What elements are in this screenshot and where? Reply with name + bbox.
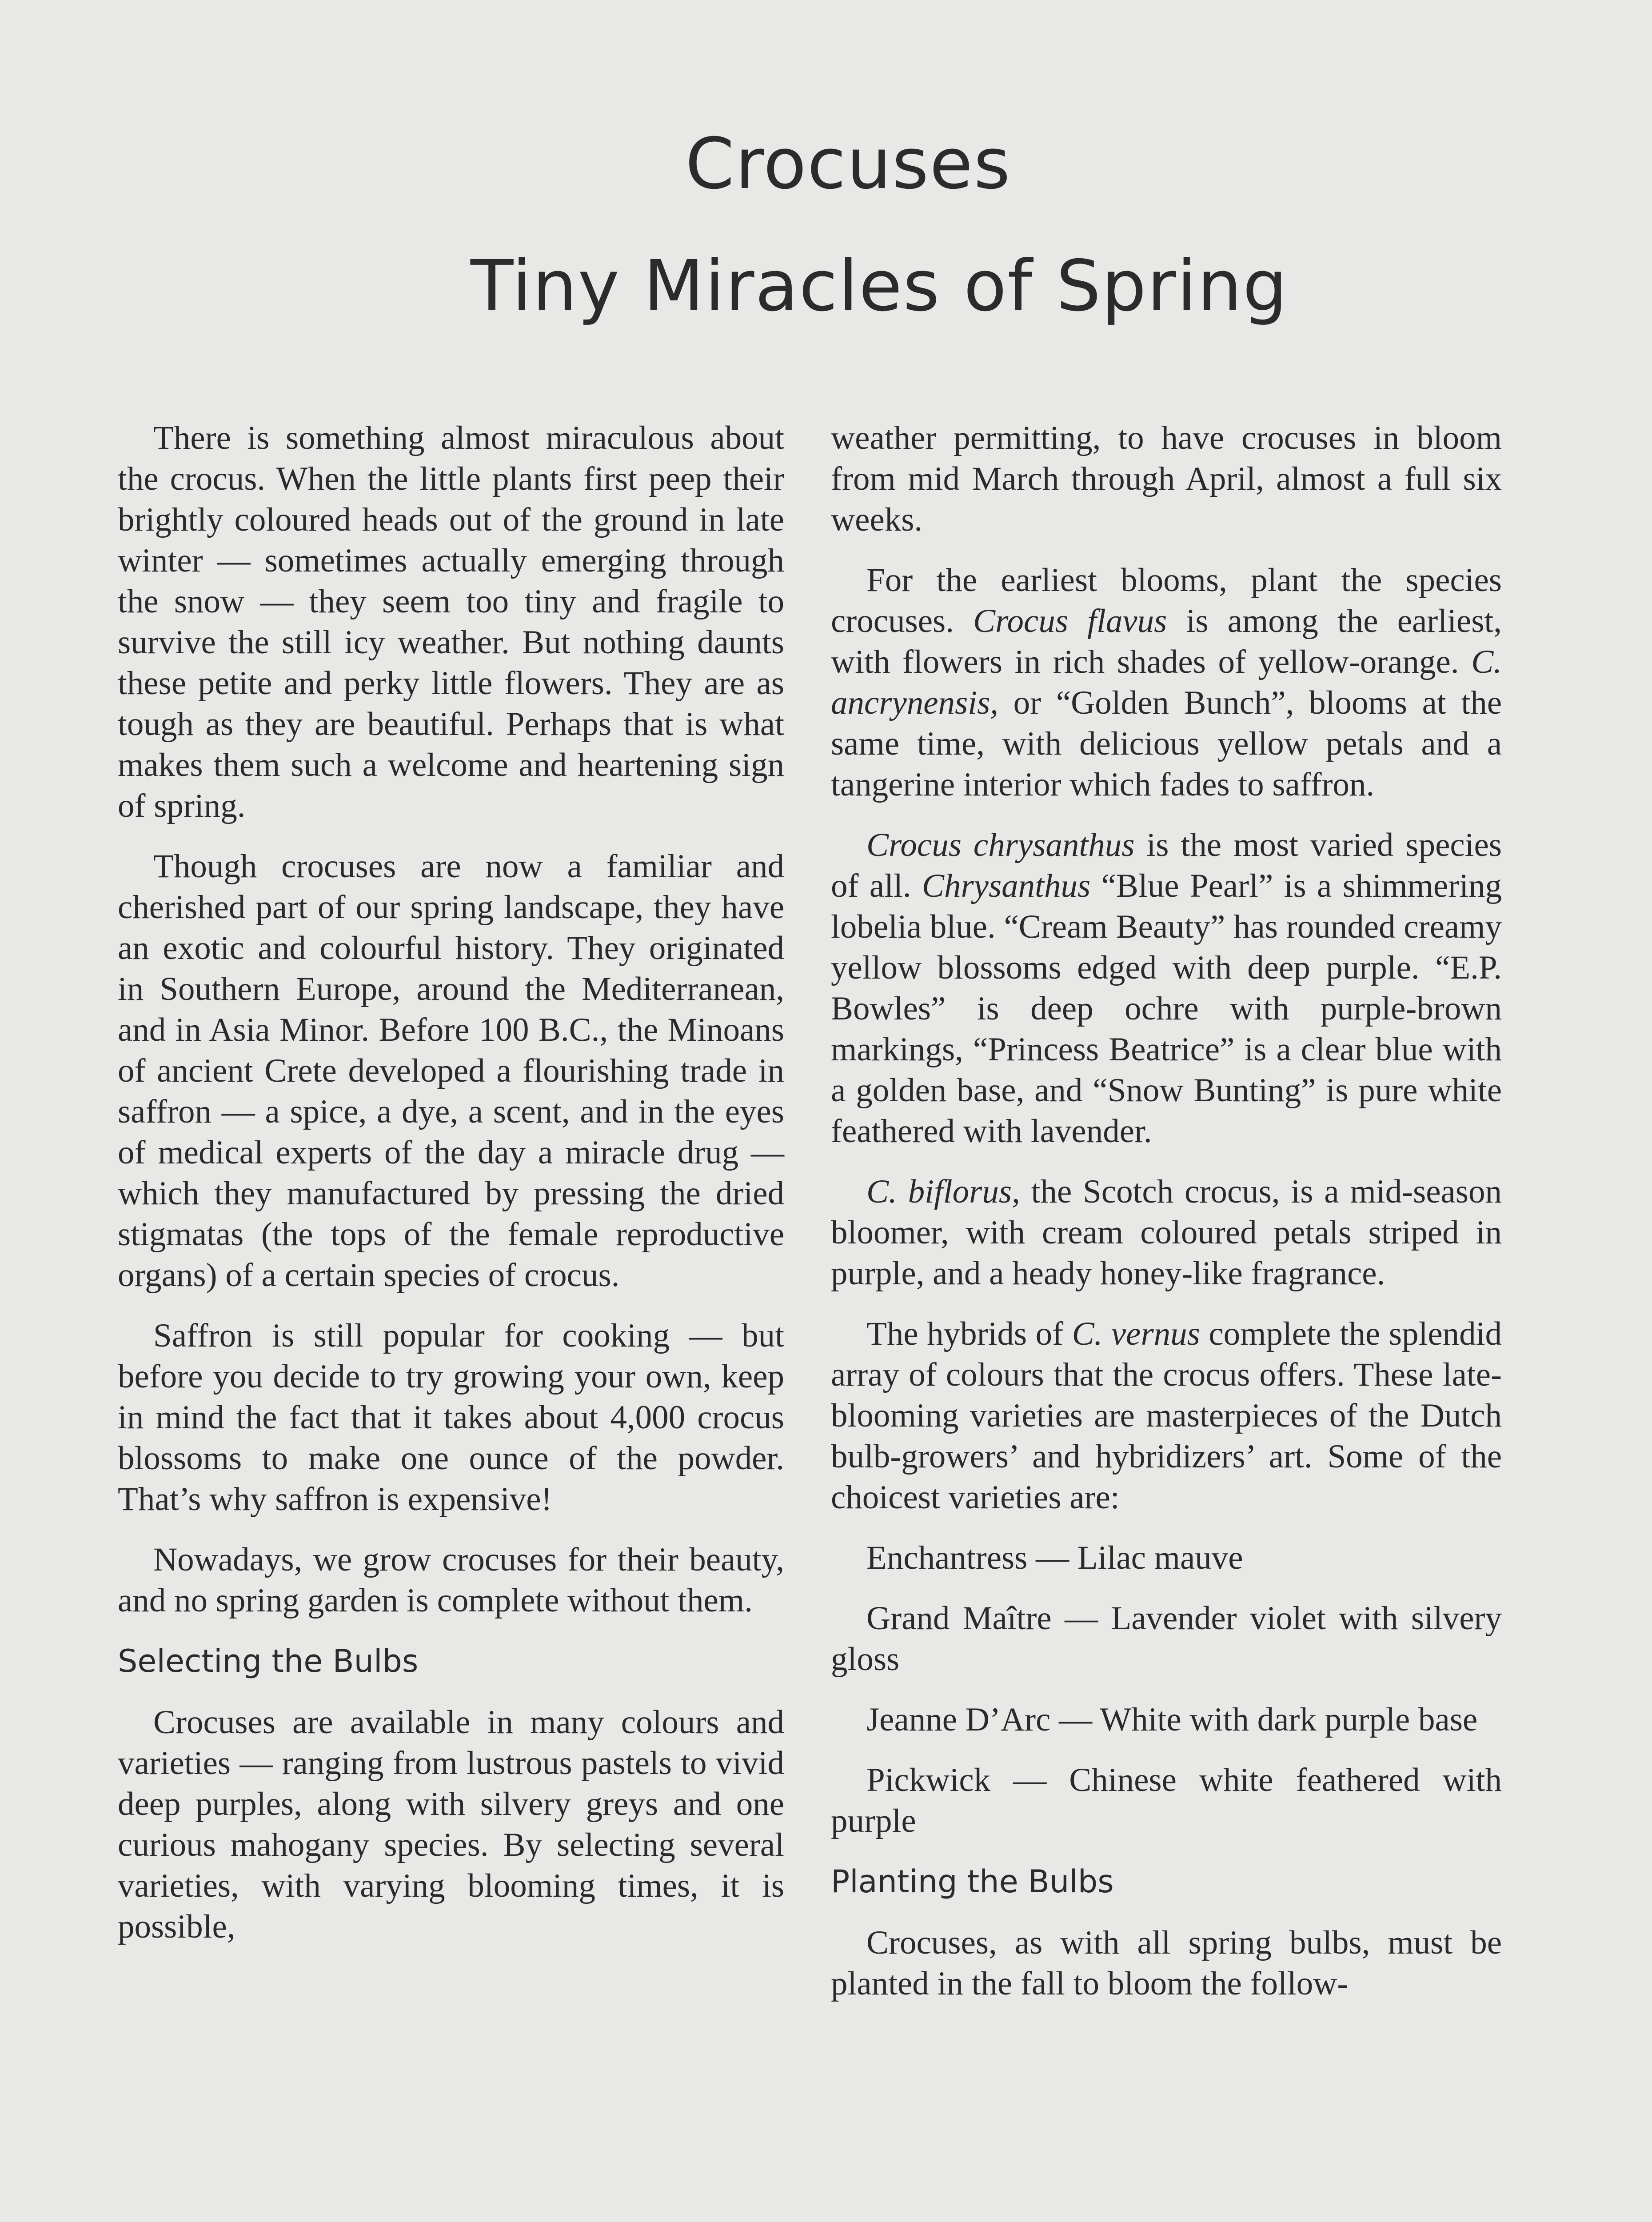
text-run: is the most varied species of all. — [831, 827, 1502, 904]
paragraph-planting: Crocuses, as with all spring bulbs, must be planted in the fall to bloom the follow- — [831, 1924, 1502, 2002]
left-column — [118, 418, 784, 1967]
species-name: Crocus flavus — [973, 603, 1167, 639]
section-heading-planting: Planting the Bulbs — [831, 1863, 1114, 1900]
text-run: is among the earliest, with flowers in rich shades of yellow-orange. — [831, 603, 1502, 680]
text-run: The hybrids of — [866, 1315, 1072, 1352]
variety-item: Grand Maître — Lavender violet with silvery gloss — [831, 1600, 1502, 1678]
paragraph-nowadays: Nowadays, we grow crocuses for their beauty, and no spring garden is complete without them. — [118, 1541, 784, 1619]
paragraph-history: Though crocuses are now a familiar and cherished part of our spring landscape, they have an exotic and colourful history. They originated in Southern Europe, around the Mediterranean, and in Asia Minor. Before 100 B.C., the Minoans of ancient Crete developed a flourishing trade in saffron — a spice, a dye, a scent, and in the eyes of medical experts of the day a miracle drug — which they manufactured by pressing the dried stigmatas (the tops of the female reproductive organs) of a certain species of crocus. — [118, 848, 784, 1294]
species-name: Chrysanthus — [922, 867, 1091, 904]
paragraph-hybrids — [831, 1314, 1502, 1518]
species-name: C. vernus — [1072, 1315, 1200, 1352]
variety-item: Pickwick — Chinese white feathered with purple — [831, 1762, 1502, 1839]
species-name: C. ancrynensis, — [831, 643, 1502, 721]
species-name: Crocus chrysanthus — [866, 827, 1135, 863]
text-run: the Scotch crocus, is a mid-season bloomer, with cream coloured petals striped in purple, and a heady honey-like fragrance. — [831, 1173, 1502, 1292]
text-run: or “Golden Bunch”, blooms at the same time, with delicious yellow petals and a tangerine interior which fades to saffron. — [831, 684, 1502, 803]
article-subtitle: Tiny Miracles of Spring — [470, 245, 1289, 327]
variety-item: Jeanne D’Arc — White with dark purple base — [866, 1701, 1478, 1738]
species-name: C. biflorus, — [866, 1173, 1020, 1210]
paragraph-varieties: Crocuses are available in many colours and varieties — ranging from lustrous pastels to vivid deep purples, along with silvery greys and one curious mahogany species. By selecting several varieties, with varying blooming times, it is possible, — [118, 1704, 784, 1945]
paragraph-continued: weather permitting, to have crocuses in bloom from mid March through April, almost a full six weeks. — [831, 420, 1502, 538]
paragraph-intro: There is something almost miraculous about the crocus. When the little plants first peep their brightly coloured heads out of the ground in late winter — sometimes actually emerging through the snow — they seem too tiny and fragile to survive the still icy weather. But nothing daunts these petite and perky little flowers. They are as tough as they are beautiful. Perhaps that is what makes them such a welcome and heartening sign of spring. — [118, 420, 784, 824]
text-run: “Blue Pearl” is a shimmering lobelia blue. “Cream Beauty” has rounded creamy yellow blossoms edged with deep purple. “E.P. Bowles” is deep ochre with purple-brown markings, “Princess Beatrice” is a clear blue with a golden base, and “Snow Bunting” is pure white feathered with lavender. — [831, 867, 1502, 1150]
section-heading-selecting: Selecting the Bulbs — [118, 1643, 419, 1679]
text-run: For the earliest blooms, plant the species crocuses. — [831, 562, 1502, 639]
article-title: Crocuses — [685, 123, 1011, 205]
paragraph-chrysanthus — [831, 825, 1502, 1152]
right-column — [831, 418, 1502, 2024]
paragraph-species — [831, 560, 1502, 805]
paragraph-biflorus — [831, 1171, 1502, 1294]
paragraph-saffron: Saffron is still popular for cooking — but before you decide to try growing your own, keep in mind the fact that it takes about 4,000 crocus blossoms to make one ounce of the powder. That’s why saffron is expensive! — [118, 1317, 784, 1518]
text-run: complete the splendid array of colours that the crocus offers. These late-blooming varieties are masterpieces of the Dutch bulb-growers’ and hybridizers’ art. Some of the choicest varieties are: — [831, 1315, 1502, 1516]
variety-item: Enchantress — Lilac mauve — [866, 1539, 1243, 1576]
